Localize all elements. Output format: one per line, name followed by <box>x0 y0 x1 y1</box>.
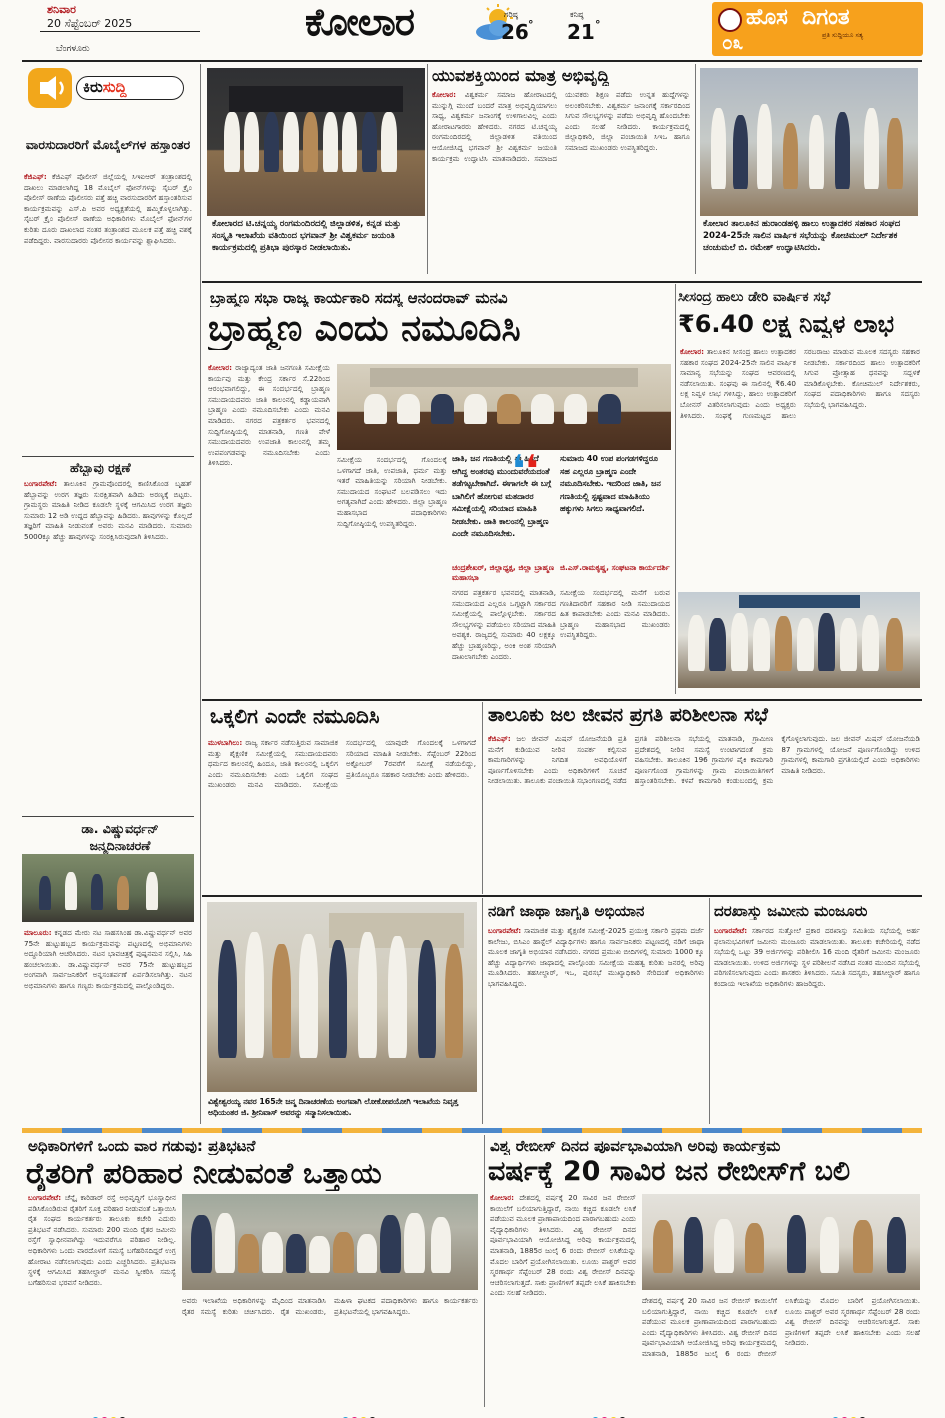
raitha-headline: ರೈತರಿಗೆ ಪರಿಹಾರ ನೀಡುವಂತೆ ಒತ್ತಾಯ <box>26 1156 382 1190</box>
quote-mark-icon: ❛❛ <box>512 447 539 491</box>
okkaliga-body: ಮುಳಬಾಗಿಲು: ರಾಜ್ಯ ಸರ್ಕಾರ ನಡೆಸುತ್ತಿರುವ ಸಾಮಾಜಿಕ ಮತ್ತು ಶೈಕ್ಷಣಿಕ ಸಮೀಕ್ಷೆಯಲ್ಲಿ ಸಮುದಾಯದವರು ಧರ್ಮದ ಕಾಲಂನಲ್ಲಿ ಹಿಂದೂ, ಜಾತಿ ಕಾಲಂನಲ್ಲಿ ಒಕ್ಕಲಿಗ ಎಂದು ನಮೂದಿಸಬೇಕು ಎಂದು ಒಕ್ಕಲಿಗ ಸಂಘದ ಮುಖಂಡರು ಮನವಿ ಮಾಡಿದರು. ಸಮೀಕ್ಷೆಯ ಸಂದರ್ಭದಲ್ಲಿ ಯಾವುದೇ ಗೊಂದಲಕ್ಕೆ ಒಳಗಾಗದೆ ಸರಿಯಾದ ಮಾಹಿತಿ ನೀಡಬೇಕು. ಸೆಪ್ಟೆಂಬರ್ 22ರಿಂದ ಅಕ್ಟೋಬರ್ 7ರವರೆಗೆ ಸಮೀಕ್ಷೆ ನಡೆಯಲಿದ್ದು, ಪ್ರತಿಯೊಬ್ಬರೂ ಸಹಕಾರ ನೀಡಬೇಕು ಎಂದು ಹೇಳಿದರು. <box>208 738 476 790</box>
story-body: ಮಾಲೂರು: ಕನ್ನಡದ ಮೇರು ನಟ ಸಾಹಸಸಿಂಹ ಡಾ.ವಿಷ್ಣುವರ್ಧನ್ ಅವರ 75ನೇ ಹುಟ್ಟುಹಬ್ಬದ ಕಾರ್ಯಕ್ರಮವನ್ನು ಪಟ್ಟಣದಲ್ಲಿ ಅಭಿಮಾನಿಗಳು ಅದ್ಧೂರಿಯಾಗಿ ಆಚರಿಸಿದರು. ನಟನ ಭಾವಚಿತ್ರಕ್ಕೆ ಪುಷ್ಪನಮನ ಸಲ್ಲಿಸಿ, ಸಿಹಿ ಹಂಚಲಾಯಿತು. ಡಾ.ವಿಷ್ಣುವರ್ಧನ್ ಅವರ 75ನೇ ಹುಟ್ಟುಹಬ್ಬದ ಅಂಗವಾಗಿ ಸಾರ್ವಜನಿಕರಿಗೆ ಅನ್ನಸಂತರ್ಪಣೆ ಏರ್ಪಡಿಸಲಾಗಿತ್ತು. ನಟನ ಅಭಿಮಾನಿಗಳು ಹಾಗೂ ಗಣ್ಯರು ಕಾರ್ಯಕ್ರಮದಲ್ಲಿ ಪಾಲ್ಗೊಂಡಿದ್ದರು. <box>24 928 192 990</box>
jatha-headline: ನಡಿಗೆ ಜಾಥಾ ಜಾಗೃತಿ ಅಭಿಯಾನ <box>488 902 645 920</box>
top-right-photo <box>700 68 918 216</box>
top-left-photo <box>207 68 425 216</box>
story-headline: ಡಾ. ವಿಷ್ಣುವರ್ಧನ್ ಜನ್ಮದಿನಾಚರಣೆ <box>81 821 159 853</box>
dairy-body: ಕೋಲಾರ: ತಾಲೂಕಿನ ಸೀಸಂದ್ರ ಹಾಲು ಉತ್ಪಾದಕರ ಸಹಕಾರ ಸಂಘದ 2024-25ನೇ ಸಾಲಿನ ವಾರ್ಷಿಕ ಸಾಮಾನ್ಯ ಸಭೆಯನ್ನು ಸಂಘದ ಆವರಣದಲ್ಲಿ ನಡೆಸಲಾಯಿತು. ಸಂಘವು ಈ ಸಾಲಿನಲ್ಲಿ ₹6.40 ಲಕ್ಷ ನಿವ್ವಳ ಲಾಭ ಗಳಿಸಿದ್ದು, ಹಾಲು ಉತ್ಪಾದಕರಿಗೆ ಬೋನಸ್ ವಿತರಿಸಲಾಗುವುದು ಎಂದು ಅಧ್ಯಕ್ಷರು ತಿಳಿಸಿದರು. ಸಂಘಕ್ಕೆ ಗುಣಮಟ್ಟದ ಹಾಲು ಸರಬರಾಜು ಮಾಡುವ ಮೂಲಕ ಸದಸ್ಯರು ಸಹಕಾರ ನೀಡಬೇಕು. ಸರ್ಕಾರದಿಂದ ಹಾಲು ಉತ್ಪಾದಕರಿಗೆ ಸಿಗುವ ಪ್ರೋತ್ಸಾಹ ಧನವನ್ನು ಸದ್ಬಳಕೆ ಮಾಡಿಕೊಳ್ಳಬೇಕು. ಕೋಚಿಮುಲ್ ನಿರ್ದೇಶಕರು, ಸಂಘದ ಪದಾಧಿಕಾರಿಗಳು ಹಾಗೂ ಸದಸ್ಯರು ಸಭೆಯಲ್ಲಿ ಭಾಗವಹಿಸಿದ್ದರು. <box>680 347 920 420</box>
story-headline: ಹೆಬ್ಬಾವು ರಕ್ಷಣೆ <box>70 460 131 475</box>
yuvashakti-headline: ಯುವಶಕ್ತಿಯಿಂದ ಮಾತ್ರ ಅಭಿವೃದ್ಧಿ <box>432 66 610 85</box>
kirusuddi-column <box>22 64 194 1124</box>
dairy-headline: ₹6.40 ಲಕ್ಷ ನಿವ್ವಳ ಲಾಭ <box>678 310 895 338</box>
section-divider <box>22 1128 922 1133</box>
kirusuddi-label: ಕಿರುಸುದ್ದಿ <box>76 76 184 100</box>
dairy-kicker: ಸೀಸಂದ್ರ ಹಾಲು ಡೇರಿ ವಾರ್ಷಿಕ ಸಭೆ <box>678 289 831 305</box>
raitha-body: ಬಂಗಾರಪೇಟೆ: ಚೆನ್ನೈ ಕಾರಿಡಾರ್ ರಸ್ತೆ ಅಭಿವೃದ್ಧಿಗೆ ಭೂಸ್ವಾಧೀನ ಪಡಿಸಿಕೊಂಡಿರುವ ರೈತರಿಗೆ ಸೂಕ್ತ ಪರಿಹಾರ ನೀಡುವಂತೆ ಒತ್ತಾಯಿಸಿ ರೈತ ಸಂಘದ ಕಾರ್ಯಕರ್ತರು ತಾಲೂಕು ಕಚೇರಿ ಎದುರು ಪ್ರತಿಭಟನೆ ನಡೆಸಿದರು. ಸುಮಾರು 200 ಮಂದಿ ರೈತರ ಜಮೀನು ರಸ್ತೆಗೆ ಸ್ವಾಧೀನವಾಗಿದ್ದು ಇದುವರೆಗೂ ಪರಿಹಾರ ನೀಡಿಲ್ಲ. ಅಧಿಕಾರಿಗಳು ಒಂದು ವಾರದೊಳಗೆ ಸಮಸ್ಯೆ ಬಗೆಹರಿಸದಿದ್ದರೆ ಉಗ್ರ ಹೋರಾಟ ನಡೆಸಲಾಗುವುದು ಎಂದು ಎಚ್ಚರಿಸಿದರು. ಪ್ರತಿಭಟನಾ ಸ್ಥಳಕ್ಕೆ ಆಗಮಿಸಿದ ತಹಸೀಲ್ದಾರ್ ಮನವಿ ಸ್ವೀಕರಿಸಿ ಸಮಸ್ಯೆ ಬಗೆಹರಿಸುವ ಭರವಸೆ ನೀಡಿದರು. <box>28 1193 176 1287</box>
brand-banner <box>712 2 923 56</box>
story-body: ಕೆಜಿಎಫ್: ಕೆಜಿಎಫ್ ಪೊಲೀಸ್ ಜಿಲ್ಲೆಯಲ್ಲಿ ಸಿಇಐಆರ್ ತಂತ್ರಾಂಶದಲ್ಲಿ ದಾಖಲು ಮಾಡಲಾಗಿದ್ದ 18 ಮೊಬೈಲ್ ಫೋನ್‌ಗಳನ್ನು ಸೈಬರ್ ಕ್ರೈಂ ಪೊಲೀಸ್ ಠಾಣೆಯ ಪೊಲೀಸರು ಪತ್ತೆ ಹಚ್ಚಿ ವಾರಸುದಾರರಿಗೆ ಹಸ್ತಾಂತರಿಸುವ ಕಾರ್ಯಕ್ರಮವನ್ನು ಎಸ್.ಪಿ ಅವರ ಅಧ್ಯಕ್ಷತೆಯಲ್ಲಿ ಹಮ್ಮಿಕೊಳ್ಳಲಾಗಿತ್ತು. ಸೈಬರ್ ಕ್ರೈಂ ಪೊಲೀಸ್ ಠಾಣೆಯ ಅಧಿಕಾರಿಗಳು ಮೊಬೈಲ್ ಫೋನ್‌ಗಳ ಕುರಿತು ದೂರು ದಾಖಲಾದ ನಂತರ ತಂತ್ರಾಂಶದ ಮೂಲಕ ಪತ್ತೆ ಹಚ್ಚಿ ವಶಕ್ಕೆ ಪಡೆದಿದ್ದರು. ವಾರಸುದಾರರು ಪೊಲೀಸರ ಕಾರ್ಯವನ್ನು ಶ್ಲಾಘಿಸಿದರು. <box>24 172 192 245</box>
masthead-day: ಶನಿವಾರ <box>47 3 76 16</box>
speaker-icon <box>28 68 72 108</box>
masthead-date: 20 ಸೆಪ್ಟೆಂಬರ್ 2025 <box>47 17 133 30</box>
raitha-kicker: ಅಧಿಕಾರಿಗಳಿಗೆ ಒಂದು ವಾರ ಗಡುವು: ಪ್ರತಿಭಟನೆ <box>28 1137 256 1155</box>
rabies-body: ಕೋಲಾರ: ದೇಶದಲ್ಲಿ ವರ್ಷಕ್ಕೆ 20 ಸಾವಿರ ಜನ ರೇಬೀಸ್ ಕಾಯಿಲೆಗೆ ಬಲಿಯಾಗುತ್ತಿದ್ದಾರೆ, ನಾಯಿ ಕಚ್ಚಿದ ಕೂಡಲೇ ಲಸಿಕೆ ಪಡೆಯುವ ಮೂಲಕ ಪ್ರಾಣಾಪಾಯದಿಂದ ಪಾರಾಗಬಹುದು ಎಂದು ವೈದ್ಯಾಧಿಕಾರಿಗಳು ತಿಳಿಸಿದರು. ವಿಶ್ವ ರೇಬೀಸ್ ದಿನದ ಪೂರ್ವಭಾವಿಯಾಗಿ ಆಯೋಜಿಸಿದ್ದ ಅರಿವು ಕಾರ್ಯಕ್ರಮದಲ್ಲಿ ಮಾತನಾಡಿ, 1885ರ ಜುಲೈ 6 ರಂದು ರೇಬೀಸ್ ಲಸಿಕೆಯನ್ನು ಮೊದಲ ಬಾರಿಗೆ ಪ್ರಯೋಗಿಸಲಾಯಿತು. ಲೂಯಿ ಪಾಶ್ಚರ್ ಅವರ ಸ್ಮರಣಾರ್ಥ ಸೆಪ್ಟೆಂಬರ್ 28 ರಂದು ವಿಶ್ವ ರೇಬೀಸ್ ದಿನವನ್ನು ಆಚರಿಸಲಾಗುತ್ತದೆ. ಸಾಕು ಪ್ರಾಣಿಗಳಿಗೆ ತಪ್ಪದೇ ಲಸಿಕೆ ಹಾಕಿಸಬೇಕು ಎಂದು ಸಲಹೆ ನೀಡಿದರು. <box>490 1193 636 1298</box>
okkaliga-headline: ಒಕ್ಕಲಿಗ ಎಂದೇ ನಮೂದಿಸಿ <box>210 704 380 728</box>
darkhastu-body: ಬಂಗಾರಪೇಟೆ: ಸರ್ಕಾರದ ಸುತ್ತೋಲೆ ಪ್ರಕಾರ ದರಖಾಸ್ತು ಸಮಿತಿಯ ಸಭೆಯಲ್ಲಿ ಅರ್ಹ ಫಲಾನುಭವಿಗಳಿಗೆ ಜಮೀನು ಮಂಜೂರು ಮಾಡಲಾಯಿತು. ತಾಲೂಕು ಕಚೇರಿಯಲ್ಲಿ ನಡೆದ ಸಭೆಯಲ್ಲಿ ಒಟ್ಟು 39 ಅರ್ಜಿಗಳನ್ನು ಪರಿಶೀಲಿಸಿ 16 ಮಂದಿ ರೈತರಿಗೆ ಜಮೀನು ಮಂಜೂರು ಮಾಡಲಾಯಿತು. ಉಳಿದ ಅರ್ಜಿಗಳನ್ನು ಸ್ಥಳ ಪರಿಶೀಲನೆ ನಡೆಸಿದ ನಂತರ ಮುಂದಿನ ಸಭೆಯಲ್ಲಿ ಪರಿಗಣಿಸಲಾಗುವುದು ಎಂದು ಶಾಸಕರು ತಿಳಿಸಿದರು. ಸಮಿತಿ ಸದಸ್ಯರು, ತಹಸೀಲ್ದಾರ್ ಹಾಗೂ ಕಂದಾಯ ಇಲಾಖೆಯ ಅಧಿಕಾರಿಗಳು ಹಾಜರಿದ್ದರು. <box>714 926 920 988</box>
brahmana-body-d: ಸಮೀಕ್ಷೆಯ ಸಂದರ್ಭದಲ್ಲಿ ಮನೆಗೆ ಬರುವ ಗಣತಿದಾರರಿಗೆ ಸಹಕಾರ ನೀಡಿ ಸಮುದಾಯದ ಹಿತ ಕಾಪಾಡಬೇಕು ಎಂದು ಮನವಿ ಮಾಡಿದರು. ಬ್ರಾಹ್ಮಣ ಮಹಾಸಭಾದ ಮುಖಂಡರು ಉಪಸ್ಥಿತರಿದ್ದರು. <box>560 588 670 640</box>
brahmana-body-a: ಕೋಲಾರ: ರಾಜ್ಯಾದ್ಯಂತ ಜಾತಿ ಜನಗಣತಿ ಸಮೀಕ್ಷೆಯ ಕಾರ್ಯವು ಮತ್ತು ಕೇಂದ್ರ ಸರ್ಕಾರ ಸೆ.22ರಿಂದ ಆರಂಭವಾಗಲಿದ್ದು, ಈ ಸಂದರ್ಭದಲ್ಲಿ ಬ್ರಾಹ್ಮಣ ಸಮುದಾಯದವರು ಜಾತಿ ಕಾಲಂನಲ್ಲಿ ಕಡ್ಡಾಯವಾಗಿ ಬ್ರಾಹ್ಮಣ ಎಂದು ನಮೂದಿಸಬೇಕು ಎಂದು ಮನವಿ ಮಾಡಿದರು. ನಗರದ ಪತ್ರಕರ್ತರ ಭವನದಲ್ಲಿ ಸುದ್ದಿಗೋಷ್ಠಿಯಲ್ಲಿ ಮಾತನಾಡಿ, ಗಣತಿ ವೇಳೆ ಸಮುದಾಯದವರು ಉಪಜಾತಿ ಕಾಲಂನಲ್ಲಿ ತಮ್ಮ ಉಪಪಂಗಡವನ್ನು ನಮೂದಿಸಬೇಕು ಎಂದು ತಿಳಿಸಿದರು. <box>208 363 330 468</box>
jatha-body: ಬಂಗಾರಪೇಟೆ: ಸಾಮಾಜಿಕ ಮತ್ತು ಶೈಕ್ಷಣಿಕ ಸಮೀಕ್ಷೆ-2025 ಪ್ರಯುಕ್ತ ಸರ್ಕಾರಿ ಪ್ರಥಮ ದರ್ಜೆ ಕಾಲೇಜು, ಬಿಸಿಎಂ ಹಾಸ್ಟೆಲ್ ವಿದ್ಯಾರ್ಥಿಗಳು ಹಾಗೂ ಸಾರ್ವಜನಿಕರು ಪಟ್ಟಣದಲ್ಲಿ ನಡಿಗೆ ಜಾಥಾ ಮೂಲಕ ಜಾಗೃತಿ ಅಭಿಯಾನ ನಡೆಸಿದರು. ನಗರದ ಪ್ರಮುಖ ಬೀದಿಗಳಲ್ಲಿ ಸುಮಾರು 1000 ಕ್ಕೂ ಹೆಚ್ಚು ವಿದ್ಯಾರ್ಥಿಗಳು ಜಾಥಾದಲ್ಲಿ ಪಾಲ್ಗೊಂಡು ಸಮೀಕ್ಷೆಯ ಮಹತ್ವ ಕುರಿತು ಜನರಲ್ಲಿ ಅರಿವು ಮೂಡಿಸಿದರು. ತಹಸೀಲ್ದಾರ್, ಇಒ, ಪುರಸಭೆ ಮುಖ್ಯಾಧಿಕಾರಿ ಸೇರಿದಂತೆ ಅಧಿಕಾರಿಗಳು ಭಾಗವಹಿಸಿದ್ದರು. <box>488 926 704 988</box>
masthead: ಶನಿವಾರ 20 ಸೆಪ್ಟೆಂಬರ್ 2025 ಬೆಂಗಳೂರು ಕೋಲಾರ ಗರಿಷ್ಠ 26 ° ಕನಿಷ್ಠ 21 ° ಹೊಸ ದಿಗಂತ ಪ್ರತಿ ಸುದ್ದಿಯೂ ಸತ್ಯ ೦೩ <box>0 0 945 60</box>
brahmana-body-c: ನಗರದ ಪತ್ರಕರ್ತರ ಭವನದಲ್ಲಿ ಮಾತನಾಡಿ, ಸಮುದಾಯದ ಎಲ್ಲರೂ ಒಗ್ಗಟ್ಟಾಗಿ ಸರ್ಕಾರದ ಸಮೀಕ್ಷೆಯಲ್ಲಿ ಪಾಲ್ಗೊಳ್ಳಬೇಕು. ಸರ್ಕಾರದ ಸೌಲಭ್ಯಗಳನ್ನು ಪಡೆಯಲು ಸರಿಯಾದ ಮಾಹಿತಿ ಅವಶ್ಯಕ. ರಾಜ್ಯದಲ್ಲಿ ಸುಮಾರು 40 ಲಕ್ಷಕ್ಕೂ ಹೆಚ್ಚು ಬ್ರಾಹ್ಮಣರಿದ್ದು, ಅಂಕಿ ಅಂಶ ಸರಿಯಾಗಿ ದಾಖಲಾಗಬೇಕು ಎಂದರು. <box>452 588 556 661</box>
story-headline: ವಾರಸುದಾರರಿಗೆ ಮೊಬೈಲ್‌ಗಳ ಹಸ್ತಾಂತರ <box>25 137 191 152</box>
brahmana-kicker: ಬ್ರಾಹ್ಮಣ ಸಭಾ ರಾಜ್ಯ ಕಾರ್ಯಕಾರಿ ಸದಸ್ಯ ಆನಂದರಾವ್ ಮನವಿ <box>210 289 508 307</box>
story-body: ಬಂಗಾರಪೇಟೆ: ತಾಲೂಕಿನ ಗ್ರಾಮವೊಂದರಲ್ಲಿ ಕಾಣಿಸಿಕೊಂಡ ಬೃಹತ್ ಹೆಬ್ಬಾವನ್ನು ಉರಗ ತಜ್ಞರು ಸುರಕ್ಷಿತವಾಗಿ ಹಿಡಿದು ಅರಣ್ಯಕ್ಕೆ ಬಿಟ್ಟರು. ಗ್ರಾಮಸ್ಥರು ಮಾಹಿತಿ ನೀಡಿದ ಕೂಡಲೇ ಸ್ಥಳಕ್ಕೆ ಆಗಮಿಸಿದ ಉರಗ ತಜ್ಞರು ಸುಮಾರು 12 ಅಡಿ ಉದ್ದದ ಹೆಬ್ಬಾವನ್ನು ಹಿಡಿದರು. ಹಾವುಗಳನ್ನು ಕೊಲ್ಲದೆ ತಜ್ಞರಿಗೆ ಮಾಹಿತಿ ನೀಡುವಂತೆ ಅವರು ಮನವಿ ಮಾಡಿದರು. ಸುಮಾರು 5000ಕ್ಕೂ ಹೆಚ್ಚು ಹಾವುಗಳನ್ನು ಸಂರಕ್ಷಿಸಿರುವುದಾಗಿ ತಿಳಿಸಿದರು. <box>24 479 192 541</box>
rabies-photo <box>642 1194 920 1290</box>
page-number: ೦೩ <box>722 32 744 54</box>
raitha-body-b: ಅವರು ಇಲಾಖೆಯ ಅಧಿಕಾರಿಗಳನ್ನು ಮೈದಿಂದ ಮಾತನಾಡಿಸಿ ರೈತರ ಸಮಸ್ಯೆ ಕುರಿತು ಚರ್ಚಿಸಿದರು. ರೈತ ಮುಖಂಡರು, ಮಹಿಳಾ ಘಟಕದ ಪದಾಧಿಕಾರಿಗಳು ಹಾಗೂ ಕಾರ್ಯಕರ್ತರು ಪ್ರತಿಭಟನೆಯಲ್ಲಿ ಭಾಗವಹಿಸಿದ್ದರು. <box>182 1296 478 1316</box>
top-right-caption: ಕೋಲಾರ ತಾಲೂಕಿನ ಹುರಾಂಡಹಳ್ಳಿ ಹಾಲು ಉತ್ಪಾದಕರ ಸಹಕಾರ ಸಂಘದ 2024-25ನೇ ಸಾಲಿನ ವಾರ್ಷಿಕ ಸಭೆಯನ್ನು ಕೋಚಿಮುಲ್ ನಿರ್ದೇಶಕ ಚಂಚುಮಲೆ ಬಿ. ರಮೇಶ್ ಉದ್ಘಾಟಿಸಿದರು. <box>703 219 901 253</box>
yuvashakti-body: ಕೋಲಾರ: ವಿಶ್ವಕರ್ಮ ಸಮಾಜ ಹೋರಾಟದಲ್ಲಿ ಮುನ್ನುಗ್ಗಿ ಮುಂದೆ ಬಂದರೆ ಮಾತ್ರ ಅಭಿವೃದ್ಧಿಯಾಗಲು ಸಾಧ್ಯ, ವಿಶ್ವಕರ್ಮ ಜನಾಂಗಕ್ಕೆ ಉಳಿಗಾಲವಿಲ್ಲ ಎಂದು ಹೋರಾಟಗಾರರು ಹೇಳಿದರು. ನಗರದ ಟಿ.ಚನ್ನಯ್ಯ ರಂಗಮಂದಿರದಲ್ಲಿ ಜಿಲ್ಲಾಡಳಿತ ವತಿಯಿಂದ ಆಯೋಜಿಸಿದ್ದ ಭಗವಾನ್ ಶ್ರೀ ವಿಶ್ವಕರ್ಮ ಜಯಂತಿ ಕಾರ್ಯಕ್ರಮ ಉದ್ಘಾಟಿಸಿ ಮಾತನಾಡಿದರು. ಸಮಾಜದ ಯುವಕರು ಶಿಕ್ಷಣ ಪಡೆದು ಉನ್ನತ ಹುದ್ದೆಗಳನ್ನು ಅಲಂಕರಿಸಬೇಕು. ವಿಶ್ವಕರ್ಮ ಜನಾಂಗಕ್ಕೆ ಸರ್ಕಾರದಿಂದ ಸಿಗುವ ಸೌಲಭ್ಯಗಳನ್ನು ಪಡೆದು ಅಭಿವೃದ್ಧಿ ಹೊಂದಬೇಕು ಎಂದು ಸಲಹೆ ನೀಡಿದರು. ಕಾರ್ಯಕ್ರಮದಲ್ಲಿ ಜಿಲ್ಲಾಧಿಕಾರಿ, ಜಿಲ್ಲಾ ಪಂಚಾಯಿತಿ ಸಿಇಒ ಹಾಗೂ ಸಮಾಜದ ಮುಖಂಡರು ಉಪಸ್ಥಿತರಿದ್ದರು. <box>432 90 690 163</box>
min-temp-label: ಕನಿಷ್ಠ <box>570 10 584 19</box>
raitha-photo <box>182 1194 478 1290</box>
brahmana-quote-right-by: ಜಿ.ಎಸ್.ರಾಮಕೃಷ್ಣ, ಸಂಘಟನಾ ಕಾರ್ಯದರ್ಶಿ <box>560 563 670 572</box>
darkhastu-headline: ದರಖಾಸ್ತು ಜಮೀನು ಮಂಜೂರು <box>714 902 868 920</box>
mid-photo <box>207 902 477 1092</box>
brahmana-body-b: ಸಮೀಕ್ಷೆಯ ಸಂದರ್ಭದಲ್ಲಿ ಗೊಂದಲಕ್ಕೆ ಒಳಗಾಗದೆ ಜಾತಿ, ಉಪಜಾತಿ, ಧರ್ಮ ಮತ್ತು ಇತರೆ ಮಾಹಿತಿಯನ್ನು ಸರಿಯಾಗಿ ನೀಡಬೇಕು. ಸಮುದಾಯದ ಸಂಘಟನೆ ಬಲಪಡಿಸಲು ಇದು ಅಗತ್ಯವಾಗಿದೆ ಎಂದು ಹೇಳಿದರು. ಜಿಲ್ಲಾ ಬ್ರಾಹ್ಮಣ ಮಹಾಸಭಾದ ಪದಾಧಿಕಾರಿಗಳು ಸುದ್ದಿಗೋಷ್ಠಿಯಲ್ಲಿ ಉಪಸ್ಥಿತರಿದ್ದರು. <box>337 455 447 528</box>
max-temp: 26 <box>501 20 529 44</box>
brahmana-quote-left-by: ಚಂದ್ರಶೇಖರ್, ಜಿಲ್ಲಾಧ್ಯಕ್ಷ, ಜಿಲ್ಲಾ ಬ್ರಾಹ್ಮಣ ಮಹಾಸಭಾ <box>452 563 555 582</box>
top-left-caption: ಕೋಲಾರದ ಟಿ.ಚನ್ನಯ್ಯ ರಂಗಮಂದಿರದಲ್ಲಿ ಜಿಲ್ಲಾಡಳಿತ, ಕನ್ನಡ ಮತ್ತು ಸಂಸ್ಕೃತಿ ಇಲಾಖೆಯ ವತಿಯಿಂದ ಭಗವಾನ್ ಶ್ರೀ ವಿಶ್ವಕರ್ಮ ಜಯಂತಿ ಕಾರ್ಯಕ್ರಮದಲ್ಲಿ ಪ್ರತಿಭಾ ಪುರಸ್ಕಾರ ನೀಡಲಾಯಿತು. <box>212 219 401 253</box>
brahmana-quote-left: ಜಾತಿ, ಜನ ಗಣತಿಯಲ್ಲಿ ಈ ಹಿಂದೆ ಆಗಿದ್ದ ಅಂತರವು ಮುಂದುವರೆಯದಂತೆ ತಡೆಗಟ್ಟಬೇಕಾಗಿದೆ. ಈಗಾಗಲೇ ಈ ಬಗ್ಗೆ ಬಾಗಿಲಿಗೆ ಹೋಗುವ ಮತದಾರರ ಸಮೀಕ್ಷೆಯಲ್ಲಿ ಸರಿಯಾದ ಮಾಹಿತಿ ನೀಡಬೇಕು. ಜಾತಿ ಕಾಲಂನಲ್ಲಿ ಬ್ರಾಹ್ಮಣ ಎಂದೇ ನಮೂದಿಸಬೇಕು. <box>452 454 552 538</box>
brand-prefix: ಹೊಸ <box>746 5 788 30</box>
jalajeevan-headline: ತಾಲೂಕು ಜಲ ಜೀವನ ಪ್ರಗತಿ ಪರಿಶೀಲನಾ ಸಭೆ <box>488 704 768 726</box>
max-temp-label: ಗರಿಷ್ಠ <box>504 10 518 19</box>
rabies-headline: ವರ್ಷಕ್ಕೆ 20 ಸಾವಿರ ಜನ ರೇಬೀಸ್‌ಗೆ ಬಲಿ <box>488 1156 851 1187</box>
brahmana-photo <box>337 364 671 450</box>
brand-suffix: ದಿಗಂತ <box>802 5 850 30</box>
dairy-photo <box>678 592 920 688</box>
rabies-kicker: ವಿಶ್ವ ರೇಬೀಸ್ ದಿನದ ಪೂರ್ವಭಾವಿಯಾಗಿ ಅರಿವು ಕಾರ್ಯಕ್ರಮ <box>490 1137 781 1155</box>
brahmana-headline: ಬ್ರಾಹ್ಮಣ ಎಂದು ನಮೂದಿಸಿ <box>208 308 521 349</box>
masthead-city: ಬೆಂಗಳೂರು <box>56 44 90 54</box>
kirusuddi-logo <box>28 68 188 108</box>
brand-emblem-icon <box>718 8 742 32</box>
rabies-body-b: ದೇಶದಲ್ಲಿ ವರ್ಷಕ್ಕೆ 20 ಸಾವಿರ ಜನ ರೇಬೀಸ್ ಕಾಯಿಲೆಗೆ ಬಲಿಯಾಗುತ್ತಿದ್ದಾರೆ, ನಾಯಿ ಕಚ್ಚಿದ ಕೂಡಲೇ ಲಸಿಕೆ ಪಡೆಯುವ ಮೂಲಕ ಪ್ರಾಣಾಪಾಯದಿಂದ ಪಾರಾಗಬಹುದು ಎಂದು ವೈದ್ಯಾಧಿಕಾರಿಗಳು ತಿಳಿಸಿದರು. ವಿಶ್ವ ರೇಬೀಸ್ ದಿನದ ಪೂರ್ವಭಾವಿಯಾಗಿ ಆಯೋಜಿಸಿದ್ದ ಅರಿವು ಕಾರ್ಯಕ್ರಮದಲ್ಲಿ ಮಾತನಾಡಿ, 1885ರ ಜುಲೈ 6 ರಂದು ರೇಬೀಸ್ ಲಸಿಕೆಯನ್ನು ಮೊದಲ ಬಾರಿಗೆ ಪ್ರಯೋಗಿಸಲಾಯಿತು. ಲೂಯಿ ಪಾಶ್ಚರ್ ಅವರ ಸ್ಮರಣಾರ್ಥ ಸೆಪ್ಟೆಂಬರ್ 28 ರಂದು ವಿಶ್ವ ರೇಬೀಸ್ ದಿನವನ್ನು ಆಚರಿಸಲಾಗುತ್ತದೆ. ಸಾಕು ಪ್ರಾಣಿಗಳಿಗೆ ತಪ್ಪದೇ ಲಸಿಕೆ ಹಾಕಿಸಬೇಕು ಎಂದು ಸಲಹೆ ನೀಡಿದರು. <box>642 1296 920 1358</box>
story-photo <box>22 854 194 922</box>
brand-tagline: ಪ್ರತಿ ಸುದ್ದಿಯೂ ಸತ್ಯ <box>822 31 864 39</box>
section-title: ಕೋಲಾರ <box>305 0 414 44</box>
registration-marks <box>92 1409 892 1417</box>
mid-photo-caption: ವಿಶ್ವೇಶ್ವರಯ್ಯ ನವರ 165ನೇ ಜನ್ಮ ದಿನಾಚರಣೆಯ ಅಂಗವಾಗಿ ಲೋಕೋಪಯೋಗಿ ಇಲಾಖೆಯ ನಿವೃತ್ತ ಅಧಿಯಂತರ ಜಿ. ಶ್ರೀನಿವಾಸ್ ಅವರನ್ನು ಸನ್ಮಾನಿಸಲಾಯಿತು. <box>208 1097 459 1117</box>
brahmana-quote-right: ಸುಮಾರು 40 ಉಪ ಪಂಗಡಗಳಿದ್ದರೂ ಸಹ ಎಲ್ಲರೂ ಬ್ರಾಹ್ಮಣ ಎಂದೇ ನಮೂದಿಸಬೇಕು. ಇದರಿಂದ ಜಾತಿ, ಜನ ಗಣತಿಯಲ್ಲಿ ಸ್ಪಷ್ಟವಾದ ಮಾಹಿತಿಯು ಹಕ್ಕುಗಳು ಸಿಗಲು ಸಾಧ್ಯವಾಗಲಿದೆ. <box>560 454 661 513</box>
jalajeevan-body: ಕೆಜಿಎಫ್: ಜಲ ಜೀವನ್ ಮಿಷನ್ ಯೋಜನೆಯಡಿ ಪ್ರತಿ ಮನೆಗೆ ಕುಡಿಯುವ ನೀರಿನ ಸಂಪರ್ಕ ಕಲ್ಪಿಸುವ ಕಾಮಗಾರಿಗಳನ್ನು ನಿಗದಿತ ಅವಧಿಯೊಳಗೆ ಪೂರ್ಣಗೊಳಿಸಬೇಕು ಎಂದು ಅಧಿಕಾರಿಗಳಿಗೆ ಸೂಚನೆ ನೀಡಲಾಯಿತು. ತಾಲೂಕು ಪಂಚಾಯಿತಿ ಸಭಾಂಗಣದಲ್ಲಿ ನಡೆದ ಪ್ರಗತಿ ಪರಿಶೀಲನಾ ಸಭೆಯಲ್ಲಿ ಮಾತನಾಡಿ, ಗ್ರಾಮೀಣ ಪ್ರದೇಶದಲ್ಲಿ ನೀರಿನ ಸಮಸ್ಯೆ ಉಂಟಾಗದಂತೆ ಕ್ರಮ ವಹಿಸಬೇಕು. ತಾಲೂಕಿನ 196 ಗ್ರಾಮಗಳ ಪೈಕಿ ಕಾಮಗಾರಿ ಪೂರ್ಣಗೊಂಡ ಗ್ರಾಮಗಳನ್ನು ಗ್ರಾಮ ಪಂಚಾಯಿತಿಗಳಿಗೆ ಹಸ್ತಾಂತರಿಸಬೇಕು. ಕಳಪೆ ಕಾಮಗಾರಿ ಕಂಡುಬಂದಲ್ಲಿ ಕ್ರಮ ಕೈಗೊಳ್ಳಲಾಗುವುದು. ಜಲ ಜೀವನ್ ಮಿಷನ್ ಯೋಜನೆಯಡಿ 87 ಗ್ರಾಮಗಳಲ್ಲಿ ಯೋಜನೆ ಪೂರ್ಣಗೊಂಡಿದ್ದು ಉಳಿದ ಗ್ರಾಮಗಳಲ್ಲಿ ಕಾಮಗಾರಿ ಪ್ರಗತಿಯಲ್ಲಿದೆ ಎಂದು ಅಧಿಕಾರಿಗಳು ಮಾಹಿತಿ ನೀಡಿದರು. <box>488 734 920 786</box>
min-temp: 21 <box>567 20 595 44</box>
